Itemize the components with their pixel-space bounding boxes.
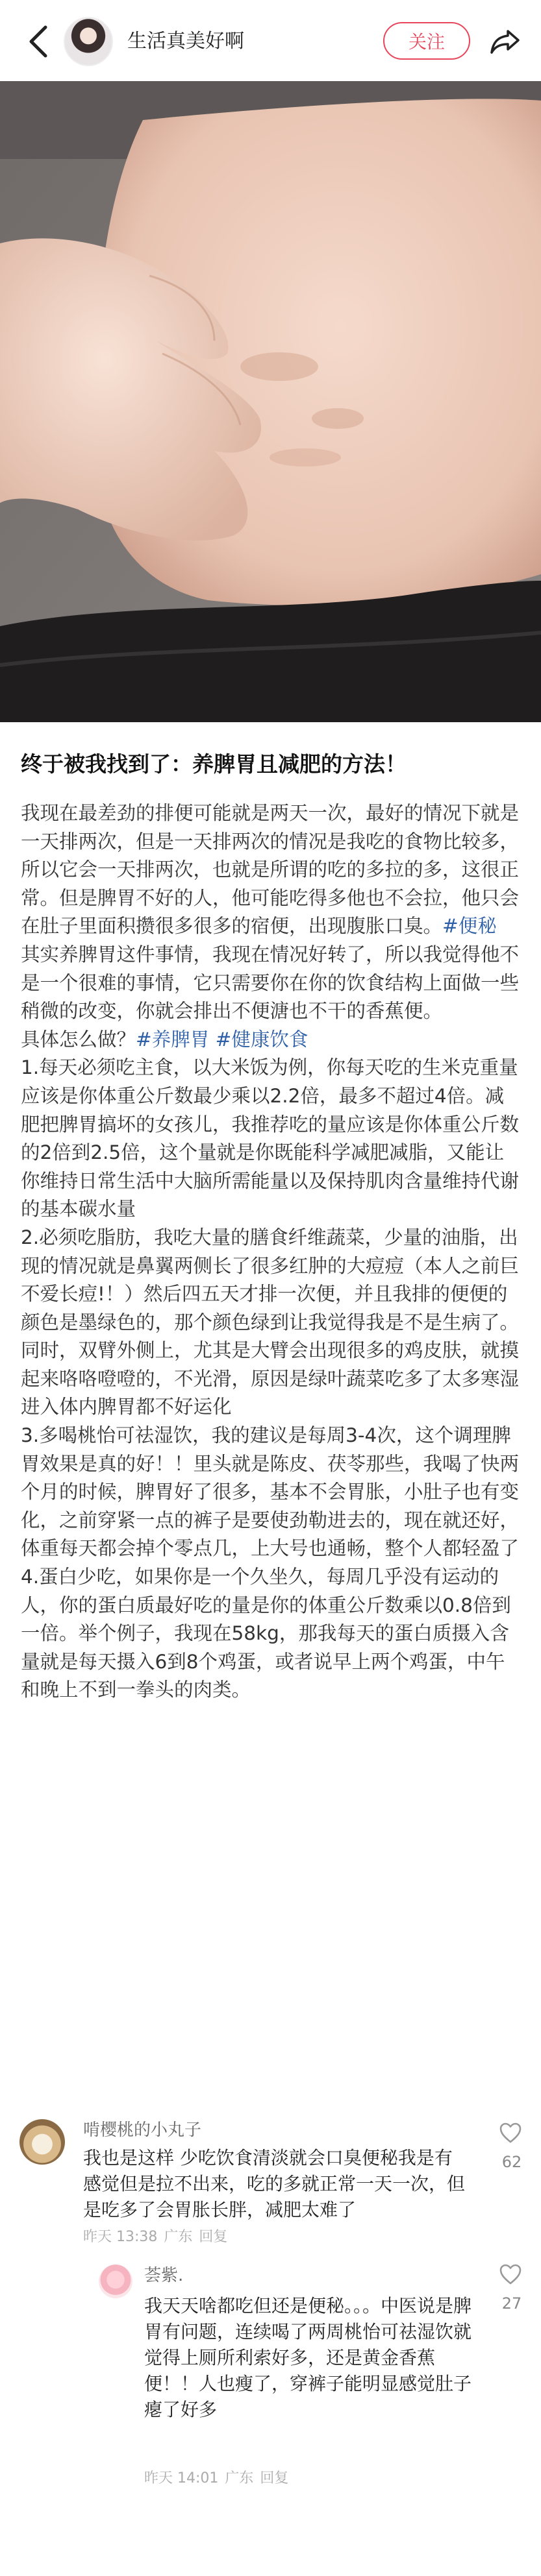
author-name[interactable]: 生活真美好啊 [127, 30, 244, 53]
commenter-avatar[interactable] [99, 2265, 132, 2298]
paragraph: 其实养脾胃这件事情，我现在情况好转了，所以我觉得他不是一个很难的事情，它只需要你在你的饮食结构上面做一些稍微的改变，你就会排出不便溏也不干的香蕉便。 [21, 943, 520, 1023]
like-count: 27 [501, 2294, 522, 2313]
commenter-name[interactable]: 荟紫. [144, 2266, 184, 2285]
paragraph: 我现在最差劲的排便可能就是两天一次，最好的情况下就是一天排两次，但是一天排两次的情况是我吃的食物比较多，所以它会一天排两次，也就是所谓的吃的多拉的多，这很正常。但是脾胃不好的人，他可能吃得多他也不会拉，他只会在肚子里面积攒很多很多的宿便，出现腹胀口臭。#便秘 [21, 802, 520, 938]
reply-button[interactable]: 回复 [260, 2470, 289, 2486]
comment-meta [83, 2226, 234, 2246]
commenter-name[interactable]: 啃樱桃的小丸子 [83, 2120, 202, 2140]
paragraph: 3.多喝桃怡可祛湿饮，我的建议是每周3-4次，这个调理脾胃效果是真的好！！里头就是陈皮、茯苓那些，我喝了快两个月的时候，脾胃好了很多，基本不会胃胀，小肚子也有变化，之前穿紧一点的裤子是要使劲勒进去的，现在就还好，体重每天都会掉个零点几，上大号也通畅，整个人都轻盈了 [21, 1424, 520, 1560]
share-icon[interactable] [488, 25, 522, 58]
comment-meta [144, 2467, 295, 2487]
comment-time: 昨天 14:01 [144, 2470, 219, 2486]
paragraph: 具体怎么做？#养脾胃 #健康饮食 [21, 1028, 308, 1051]
post-body [21, 799, 521, 1705]
comment-location: 广东 [225, 2470, 254, 2486]
comment-text[interactable]: 我天天啥都吃但还是便秘。。。中医说是脾胃有问题，连续喝了两周桃怡可祛湿饮就觉得上厕所利索好多，还是黄金香蕉便！！人也瘦了，穿裤子能明显感觉肚子瘪了好多 [144, 2295, 472, 2420]
follow-button[interactable]: 关注 [383, 22, 470, 60]
heart-icon[interactable] [499, 2122, 522, 2144]
top-bar [0, 0, 541, 81]
commenter-avatar[interactable] [19, 2119, 65, 2165]
like-count: 62 [501, 2153, 522, 2171]
hashtag-link[interactable]: #养脾胃 [136, 1028, 210, 1051]
hashtag-link[interactable]: #健康饮食 [215, 1028, 308, 1051]
post-title: 终于被我找到了：养脾胃且减肥的方法！ [21, 751, 407, 777]
post-image[interactable] [0, 81, 541, 722]
author-avatar[interactable] [64, 17, 113, 66]
comment-text[interactable]: 我也是这样 少吃饮食清淡就会口臭便秘我是有感觉但是拉不出来，吃的多就正常一天一次，但是吃多了会胃胀长胖，减肥太难了 [83, 2147, 466, 2220]
paragraph: 1.每天必须吃主食，以大米饭为例，你每天吃的生米克重量应该是你体重公斤数最少乘以2.2倍，最多不超过4倍。减肥把脾胃搞坏的女孩儿，我推荐吃的量应该是你体重公斤数的2倍到2.5倍，这个量就是你既能科学减肥减脂，又能让你维持日常生活中大脑所需能量以及保持肌肉含量维持代谢的基本碳水量 [21, 1056, 520, 1221]
heart-icon[interactable] [499, 2263, 522, 2285]
paragraph: 2.必须吃脂肪，我吃大量的膳食纤维蔬菜，少量的油脂，出现的情况就是鼻翼两侧长了很多红肿的大痘痘（本人之前巨不爱长痘!！）然后四五天才排一次便，并且我排的便便的颜色是墨绿色的，那个颜色绿到让我觉得我是不是生病了。同时，双臂外侧上，尤其是大臂会出现很多的鸡皮肤，就摸起来咯咯噔噔的，不光滑，原因是绿叶蔬菜吃多了太多寒湿进入体内脾胃都不好运化 [21, 1226, 520, 1418]
hashtag-link[interactable]: #便秘 [442, 915, 497, 938]
comment-location: 广东 [164, 2229, 193, 2245]
paragraph: 4.蛋白少吃，如果你是一个久坐久，每周几乎没有运动的人，你的蛋白质最好吃的量是你的体重公斤数乘以0.8倍到一倍。举个例子，我现在58kg，那我每天的蛋白质摄入含量就是每天摄入6到8个鸡蛋，或者说早上两个鸡蛋，中午和晚上不到一拳头的肉类。 [21, 1566, 511, 1701]
comment-time: 昨天 13:38 [83, 2229, 158, 2245]
reply-button[interactable]: 回复 [199, 2229, 228, 2245]
chevron-left-icon[interactable] [25, 23, 53, 60]
